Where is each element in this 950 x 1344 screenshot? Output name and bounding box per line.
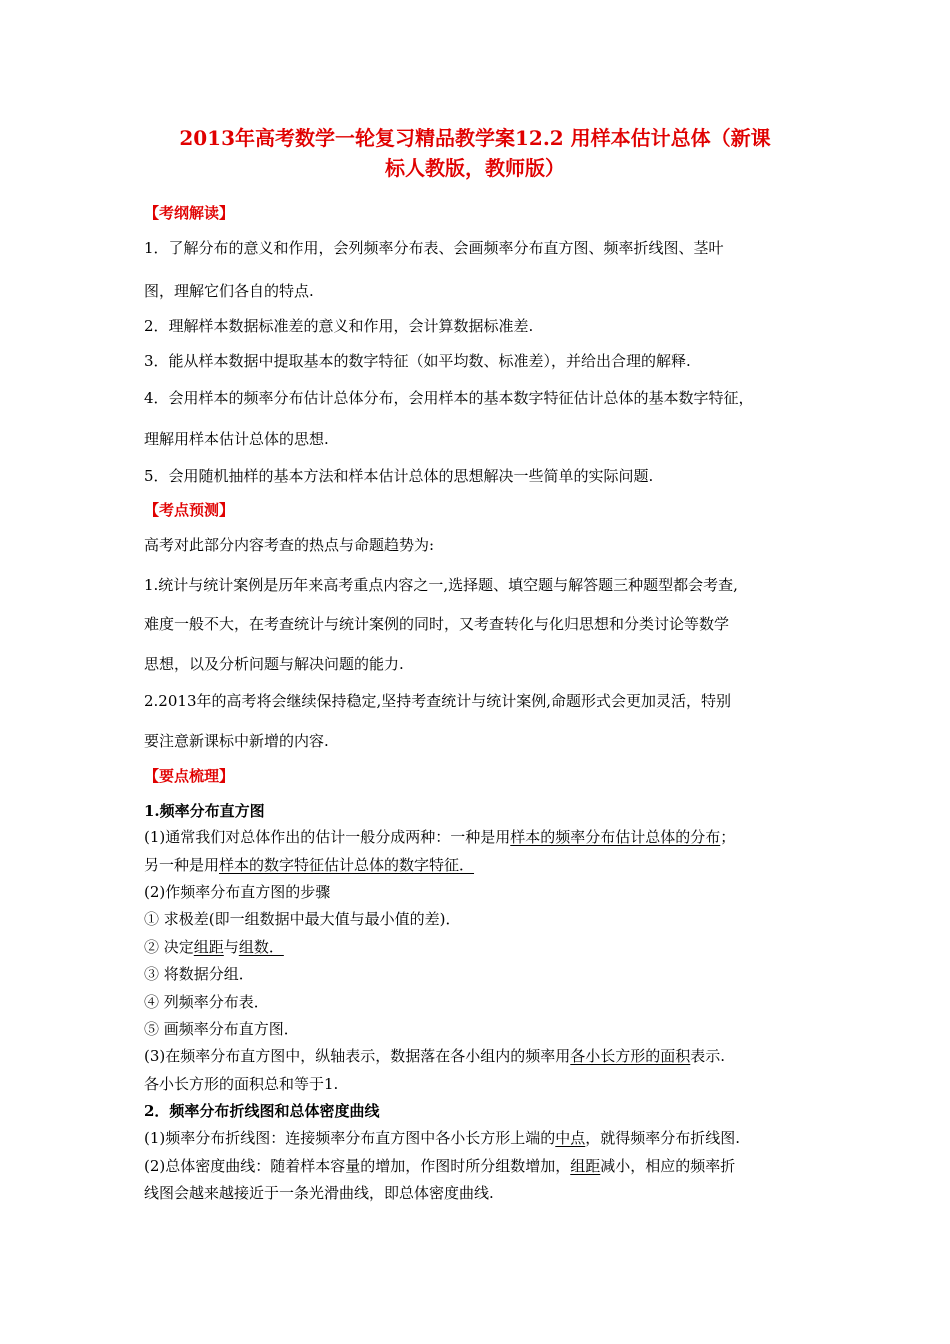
text-segment: ； bbox=[720, 828, 736, 846]
underlined-answer: 各小长方形的面积 bbox=[570, 1047, 691, 1065]
kaodian-item: 2.2013年的高考将会继续保持稳定,坚持考查统计与统计案例,命题形式会更加灵活，特别 bbox=[144, 692, 732, 710]
text-segment: 另一种是用 bbox=[144, 856, 220, 874]
underlined-answer: 组距 bbox=[570, 1157, 601, 1175]
paragraph-line bbox=[144, 1128, 824, 1148]
step-item: ⑤ 画频率分布直方图． bbox=[144, 1020, 299, 1038]
text-segment: ② 决定 bbox=[144, 938, 194, 956]
paragraph-line bbox=[144, 1156, 824, 1176]
section-heading-kaodian: 【考点预测】 bbox=[144, 501, 235, 519]
section-heading-kaogang: 【考纲解读】 bbox=[144, 204, 235, 222]
underlined-answer: 中点 bbox=[555, 1129, 586, 1147]
paragraph-line: 各小长方形的面积总和等于1. bbox=[144, 1075, 339, 1093]
underlined-answer: 组数． bbox=[238, 938, 284, 956]
kaodian-item: 1.统计与统计案例是历年来高考重点内容之一,选择题、填空题与解答题三种题型都会考查, bbox=[144, 576, 738, 594]
title-line-2: 标人教版，教师版） bbox=[385, 156, 565, 180]
subsection-title-polyline: 2．频率分布折线图和总体密度曲线 bbox=[144, 1102, 380, 1120]
document-title bbox=[120, 123, 830, 183]
kaodian-item: 高考对此部分内容考查的热点与命题趋势为: bbox=[144, 536, 435, 554]
subsection-title-histogram: 1.频率分布直方图 bbox=[144, 802, 265, 820]
step-item bbox=[144, 937, 824, 957]
paragraph-line: 线图会越来越接近于一条光滑曲线，即总体密度曲线. bbox=[144, 1184, 494, 1202]
kaogang-item: 图，理解它们各自的特点. bbox=[144, 282, 314, 300]
text-segment: 表示. bbox=[690, 1047, 726, 1065]
text-segment: (1)通常我们对总体作出的估计一般分成两种：一种是用 bbox=[144, 828, 511, 846]
text-segment: 与 bbox=[223, 938, 239, 956]
paragraph-line: (2)作频率分布直方图的步骤 bbox=[144, 883, 331, 901]
kaogang-item: 4．会用样本的频率分布估计总体分布，会用样本的基本数字特征估计总体的基本数字特征， bbox=[144, 389, 754, 407]
kaogang-item: 2．理解样本数据标准差的意义和作用，会计算数据标准差. bbox=[144, 317, 534, 335]
paragraph-line bbox=[144, 1046, 824, 1066]
kaogang-item: 5．会用随机抽样的基本方法和样本估计总体的思想解决一些简单的实际问题. bbox=[144, 467, 654, 485]
text-segment: (2)总体密度曲线：随着样本容量的增加，作图时所分组数增加， bbox=[144, 1157, 571, 1175]
text-segment: 减小，相应的频率折 bbox=[600, 1157, 736, 1175]
kaodian-item: 要注意新课标中新增的内容. bbox=[144, 732, 329, 750]
kaodian-item: 难度一般不大，在考查统计与统计案例的同时，又考查转化与化归思想和分类讨论等数学 bbox=[144, 615, 730, 633]
title-line-1: 2013年高考数学一轮复习精品教学案12.2 用样本估计总体（新课 bbox=[179, 126, 771, 150]
paragraph-line bbox=[144, 827, 824, 847]
kaogang-item: 3．能从样本数据中提取基本的数字特征（如平均数、标准差），并给出合理的解释. bbox=[144, 352, 691, 370]
section-heading-yaodian: 【要点梳理】 bbox=[144, 767, 235, 785]
text-segment: (1)频率分布折线图：连接频率分布直方图中各小长方形上端的 bbox=[144, 1129, 556, 1147]
step-item: ③ 将数据分组． bbox=[144, 965, 254, 983]
text-segment: ，就得频率分布折线图. bbox=[585, 1129, 741, 1147]
text-segment: (3)在频率分布直方图中，纵轴表示，数据落在各小组内的频率用 bbox=[144, 1047, 571, 1065]
kaogang-item: 理解用样本估计总体的思想. bbox=[144, 430, 329, 448]
underlined-answer: 样本的数字特征估计总体的数字特征． bbox=[219, 856, 475, 874]
kaogang-item: 1．了解分布的意义和作用，会列频率分布表、会画频率分布直方图、频率折线图、茎叶 bbox=[144, 239, 724, 257]
step-item: ④ 列频率分布表． bbox=[144, 993, 269, 1011]
kaodian-item: 思想，以及分析问题与解决问题的能力. bbox=[144, 655, 404, 673]
underlined-answer: 组距 bbox=[193, 938, 224, 956]
underlined-answer: 样本的频率分布估计总体的分布 bbox=[510, 828, 721, 846]
step-item: ① 求极差(即一组数据中最大值与最小值的差)． bbox=[144, 910, 461, 928]
paragraph-line bbox=[144, 855, 824, 875]
